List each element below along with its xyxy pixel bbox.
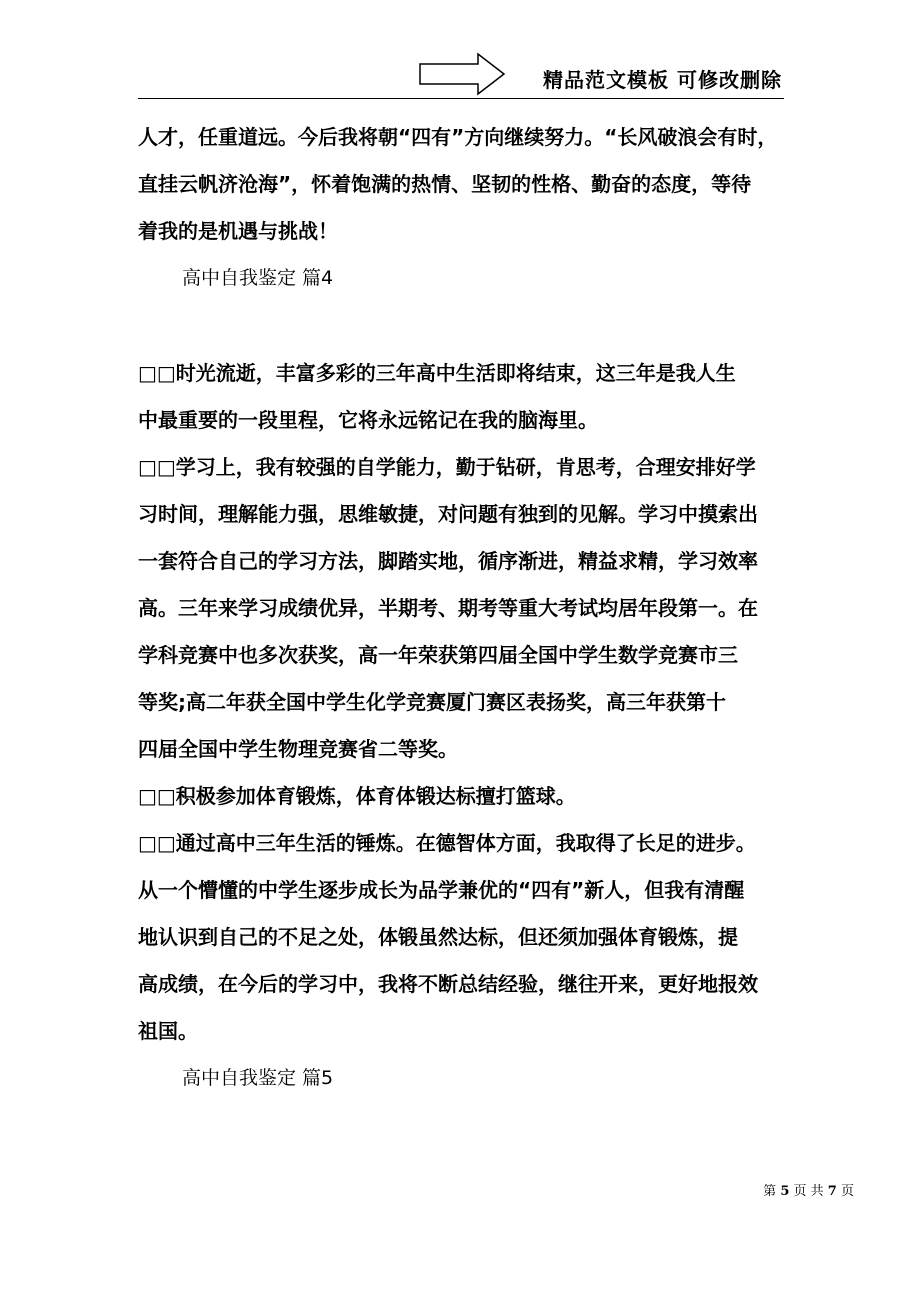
paragraph-line: 四届全国中学生物理竞赛省二等奖。 bbox=[138, 737, 458, 761]
current-page-number: 5 bbox=[780, 1184, 790, 1199]
paragraph-line: □□通过高中三年生活的锤炼。在德智体方面，我取得了长足的进步。 bbox=[138, 831, 756, 855]
paragraph-line: □□学习上，我有较强的自学能力，勤于钻研，肯思考，合理安排好学 bbox=[138, 455, 756, 479]
paragraph-line: □□时光流逝，丰富多彩的三年高中生活即将结束，这三年是我人生 bbox=[138, 361, 736, 385]
paragraph-line: 习时间，理解能力强，思维敏捷，对问题有独到的见解。学习中摸索出 bbox=[138, 502, 758, 526]
spacer bbox=[138, 302, 784, 350]
paragraph-line: 高成绩，在今后的学习中，我将不断总结经验，继往开来，更好地报效 bbox=[138, 972, 758, 996]
footer-prefix: 第 bbox=[763, 1184, 777, 1199]
paragraph-line: 一套符合自己的学习方法，脚踏实地，循序渐进，精益求精，学习效率 bbox=[138, 549, 758, 573]
paragraph-line: 着我的是机遇与挑战！ bbox=[138, 219, 338, 243]
page-header bbox=[138, 50, 784, 99]
paragraph-line: 学科竞赛中也多次获奖，高一年荣获第四届全国中学生数学竞赛市三 bbox=[138, 643, 738, 667]
paragraph-line: 祖国。 bbox=[138, 1019, 198, 1043]
paragraph-line: 地认识到自己的不足之处，体锻虽然达标，但还须加强体育锻炼，提 bbox=[138, 925, 738, 949]
document-body bbox=[138, 114, 784, 1102]
total-pages-number: 7 bbox=[827, 1184, 837, 1199]
section-heading-5: 高中自我鉴定 篇5 bbox=[182, 1067, 334, 1089]
paragraph-line: 高。三年来学习成绩优异，半期考、期考等重大考试均居年段第一。在 bbox=[138, 596, 758, 620]
paragraph-line: 等奖;高二年获全国中学生化学竞赛厦门赛区表扬奖，高三年获第十 bbox=[138, 690, 726, 714]
right-arrow-icon bbox=[418, 52, 506, 96]
header-title: 精品范文模板 可修改删除 bbox=[543, 68, 782, 92]
footer-suffix: 页 bbox=[840, 1184, 854, 1199]
footer-mid: 页 共 bbox=[793, 1184, 824, 1199]
paragraph-line: 中最重要的一段里程，它将永远铭记在我的脑海里。 bbox=[138, 408, 598, 432]
paragraph-line: 人才，任重道远。今后我将朝“四有”方向继续努力。“长风破浪会有时， bbox=[138, 125, 778, 149]
paragraph-line: 从一个懵懂的中学生逐步成长为品学兼优的“四有”新人，但我有清醒 bbox=[138, 878, 745, 902]
page-footer bbox=[763, 1180, 854, 1199]
paragraph-line: □□积极参加体育锻炼，体育体锻达标擅打篮球。 bbox=[138, 784, 576, 808]
section-heading-4: 高中自我鉴定 篇4 bbox=[182, 267, 334, 289]
paragraph-line: 直挂云帆济沧海”，怀着饱满的热情、坚韧的性格、勤奋的态度，等待 bbox=[138, 172, 752, 196]
